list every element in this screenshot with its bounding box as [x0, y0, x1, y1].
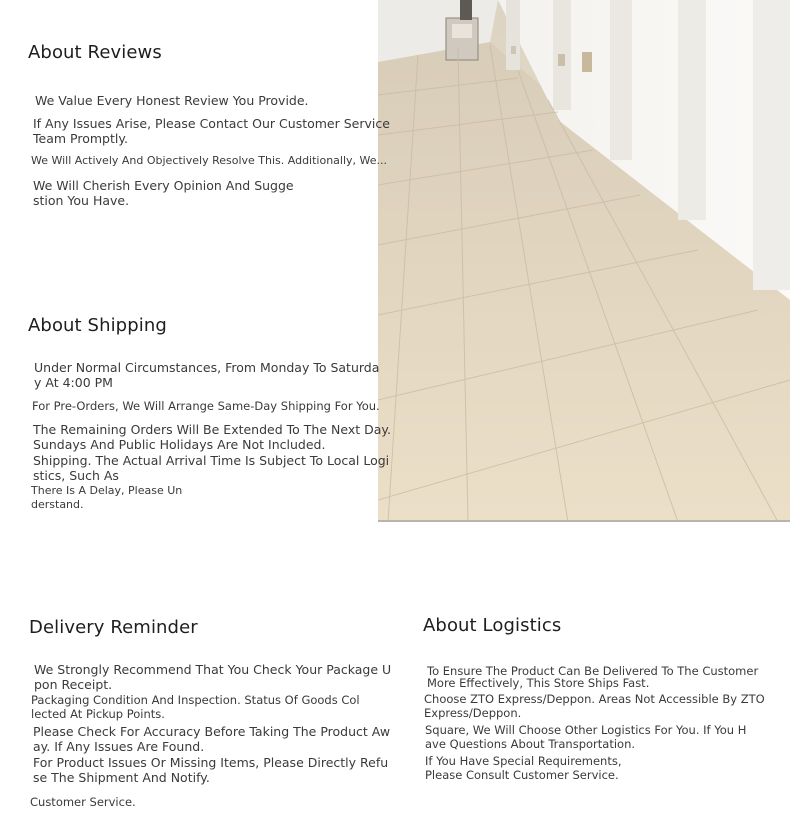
logistics-line-1: To Ensure The Product Can Be Delivered To The Customer More Effectively, This Store Ships Fast.	[427, 664, 759, 690]
delivery-line-5: Customer Service.	[30, 795, 136, 809]
corridor-illustration	[378, 0, 790, 522]
reviews-line-2: If Any Issues Arise, Please Contact Our Customer Service Team Promptly.	[33, 116, 390, 146]
delivery-title: Delivery Reminder	[29, 617, 198, 638]
reviews-line-3: We Will Actively And Objectively Resolve This. Additionally, We...	[31, 154, 388, 167]
logistics-line-3: Square, We Will Choose Other Logistics For You. If You H ave Questions About Transportation.	[425, 723, 747, 751]
shipping-line-3: The Remaining Orders Will Be Extended To The Next Day. Sundays And Public Holidays Are Not Included.	[33, 422, 391, 452]
shipping-line-1: Under Normal Circumstances, From Monday To Saturda y At 4:00 PM	[34, 360, 380, 390]
reviews-line-4: We Will Cherish Every Opinion And Sugge stion You Have.	[33, 178, 294, 208]
logistics-line-4: If You Have Special Requirements, Please Consult Customer Service.	[425, 754, 622, 782]
delivery-line-3: Please Check For Accuracy Before Taking The Product Aw ay. If Any Issues Are Found.	[33, 724, 391, 754]
corridor-photo	[378, 0, 790, 522]
delivery-line-2: Packaging Condition And Inspection. Status Of Goods Col lected At Pickup Points.	[31, 693, 360, 721]
reviews-line-1: We Value Every Honest Review You Provide.	[35, 93, 309, 108]
shipping-line-5: There Is A Delay, Please Un derstand.	[31, 484, 183, 511]
shipping-title: About Shipping	[28, 315, 167, 336]
delivery-line-1: We Strongly Recommend That You Check Your Package U pon Receipt.	[34, 662, 392, 692]
shipping-line-4: Shipping. The Actual Arrival Time Is Subject To Local Logi stics, Such As	[33, 453, 390, 483]
reviews-title: About Reviews	[28, 42, 162, 63]
logistics-line-2: Choose ZTO Express/Deppon. Areas Not Accessible By ZTO Express/Deppon.	[424, 692, 765, 720]
shipping-line-2: For Pre-Orders, We Will Arrange Same-Day Shipping For You.	[32, 399, 380, 413]
delivery-line-4: For Product Issues Or Missing Items, Please Directly Refu se The Shipment And Notify.	[33, 755, 389, 785]
logistics-title: About Logistics	[423, 615, 562, 636]
